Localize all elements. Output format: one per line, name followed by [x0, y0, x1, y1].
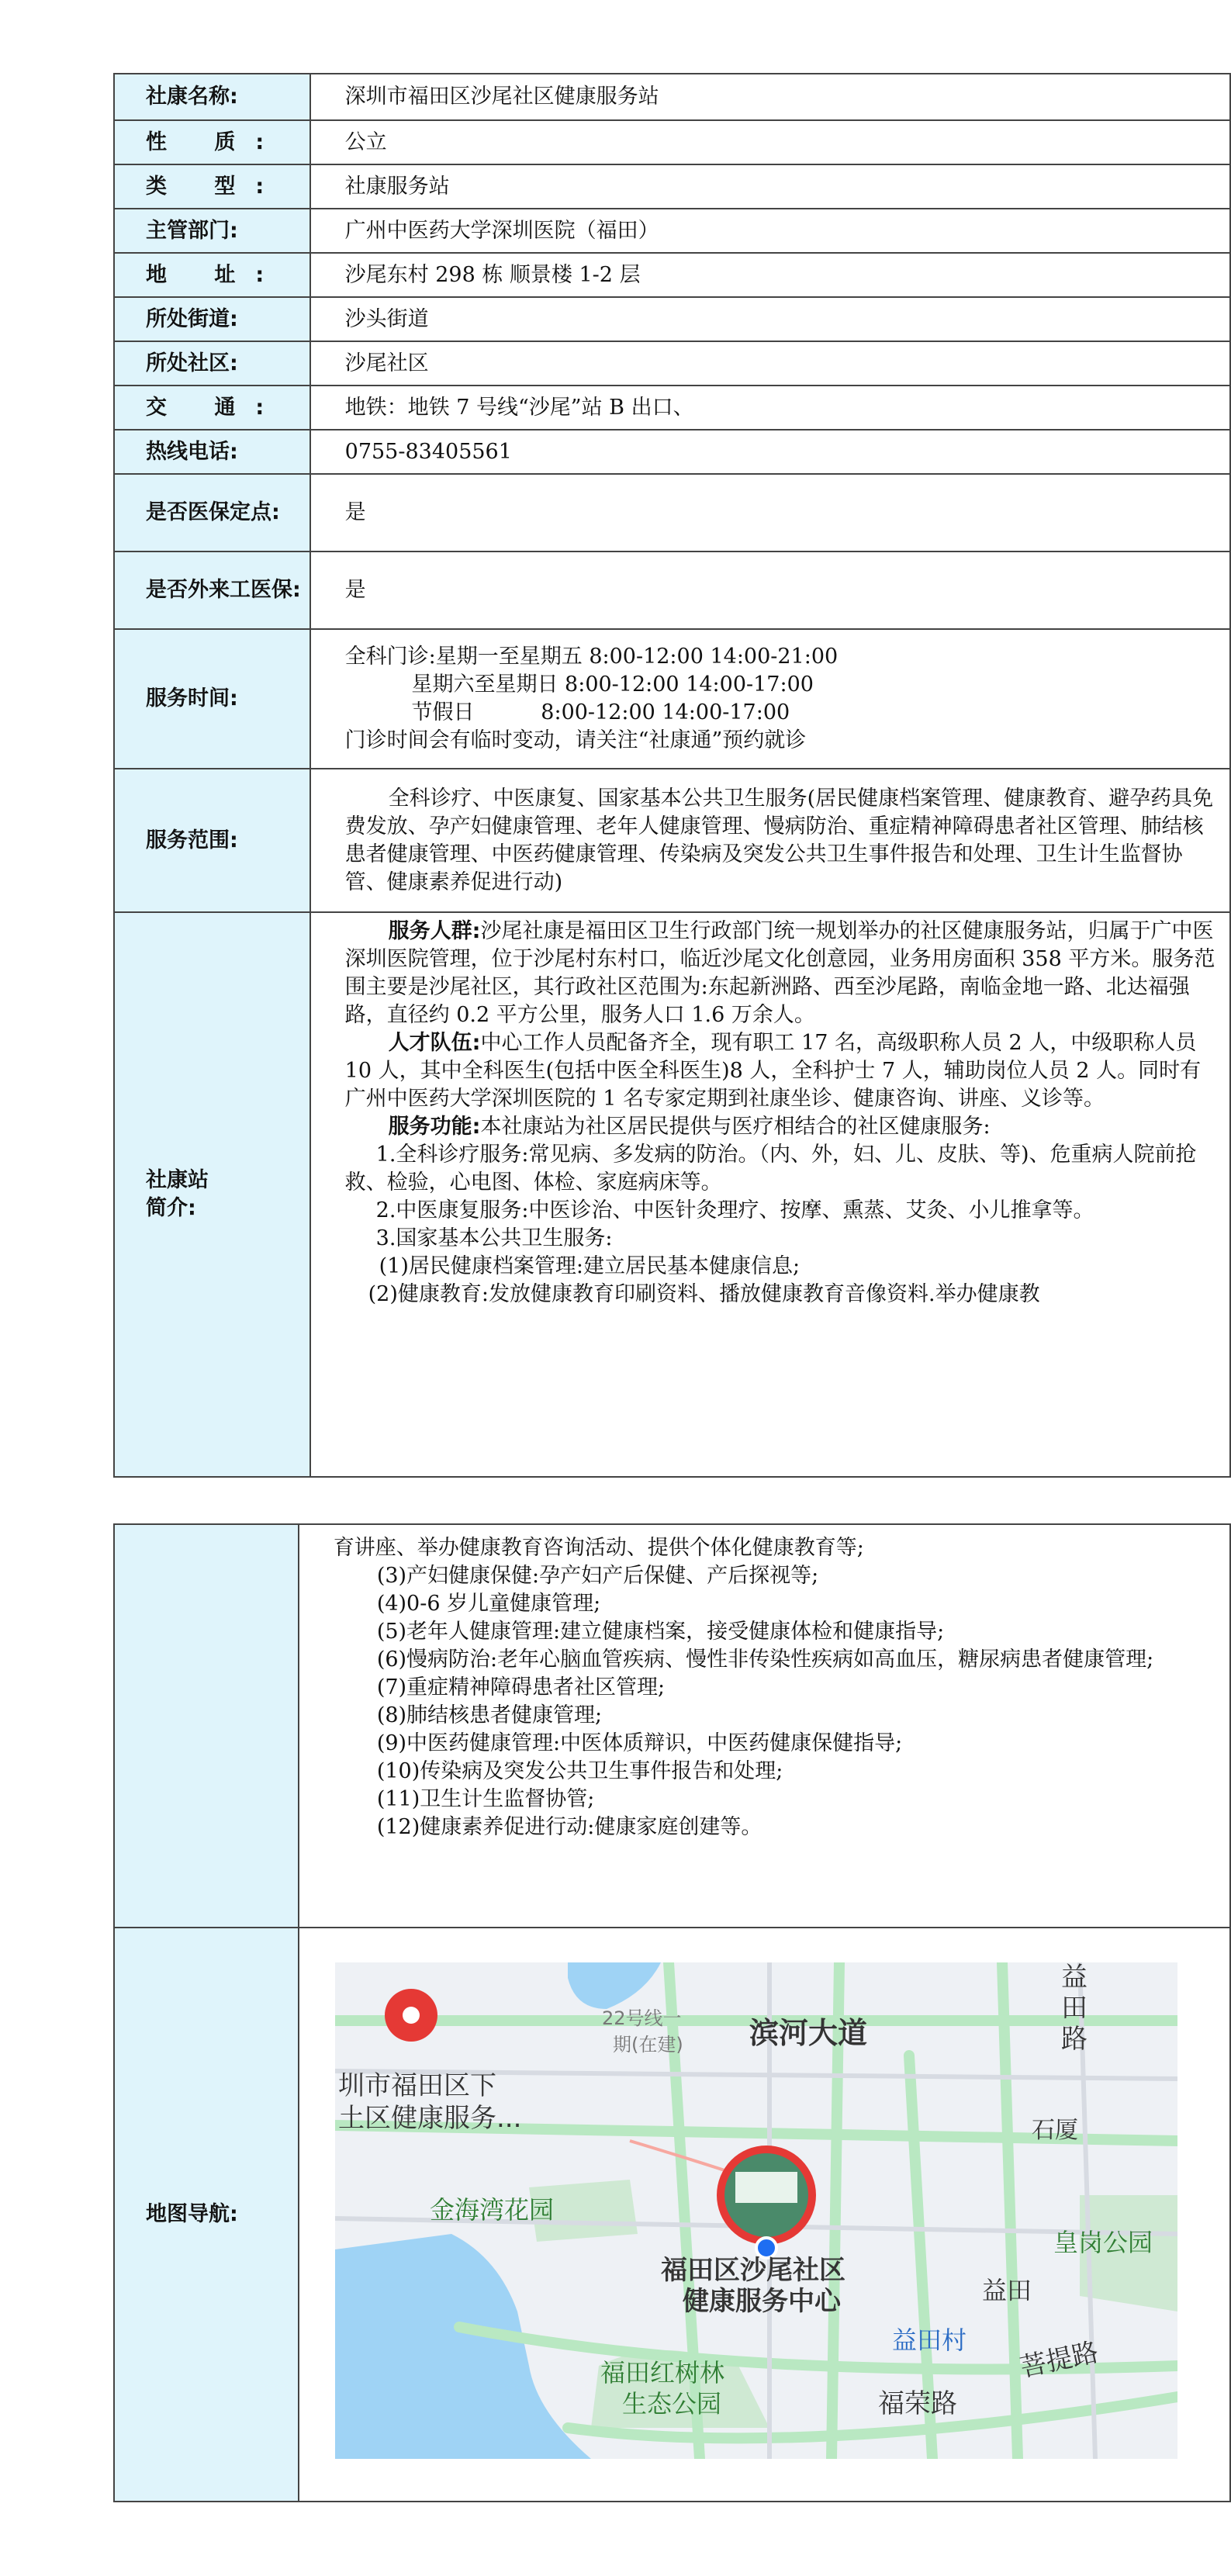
- map-label-yitian-road-1: 益: [1060, 1962, 1087, 1993]
- service-time-line: 门诊时间会有临时变动，请关注“社康通”预约就诊: [344, 728, 807, 752]
- map-label-yitiancun: 益田村: [891, 2325, 966, 2355]
- label-migrant-insurance: 是否外来工医保:: [114, 552, 310, 629]
- function-item: (7)重症精神障碍患者社区管理;: [376, 1675, 666, 1699]
- intro-text-population: 沙尾社康是福田区卫生行政部门统一规划举办的社区健康服务站，归属于广中医深圳医院管理，位于沙尾村东村口，临近沙尾文化创意园，业务用房面积 358 平方米。服务范围主要是沙尾社区，其行政社区范围为:东起新洲路、西至沙尾路，南临金地一路、北达福强路，直径约 0.2 平方公里，服务人口 1.6 万余人。: [344, 919, 1215, 1027]
- row-community: [114, 341, 1230, 386]
- function-item: (1)居民健康档案管理:建立居民基本健康信息;: [379, 1254, 800, 1278]
- value-community: 沙尾社区: [310, 341, 1230, 386]
- row-migrant-insurance: [114, 552, 1230, 629]
- intro-heading-population: 服务人群:: [388, 919, 481, 943]
- value-intro: [310, 912, 1230, 1477]
- function-item: (5)老年人健康管理:建立健康档案，接受健康体检和健康指导;: [376, 1620, 945, 1644]
- map-canvas[interactable]: [335, 1962, 1177, 2459]
- label-transport: 交 通:: [146, 395, 285, 420]
- row-map: [114, 1928, 1230, 2502]
- label-map: 地图导航:: [114, 1928, 299, 2502]
- row-intro-continued: [114, 1524, 1230, 1928]
- label-street: 所处街道:: [114, 297, 310, 341]
- label-service-time: 服务时间:: [114, 629, 310, 769]
- intro-paragraph-functions: [345, 1113, 1219, 1141]
- value-service-time: [310, 629, 1230, 769]
- function-item: (4)0-6 岁儿童健康管理;: [376, 1592, 601, 1616]
- function-item: 3.国家基本公共卫生服务:: [375, 1226, 613, 1250]
- row-address: [114, 253, 1230, 297]
- row-department: [114, 209, 1230, 253]
- map-label-yitian-station: 益田: [981, 2276, 1032, 2305]
- function-item: 1.全科诊疗服务:常见病、多发病的防治。（内、外，妇、儿、皮肤、等)、危重病人院前抢救、检验，心电图、体检、家庭病床等。: [344, 1143, 1197, 1195]
- function-item: (11)卫生计生监督协管;: [376, 1787, 595, 1811]
- value-migrant-insurance: 是: [310, 552, 1230, 629]
- label-intro-continued: [114, 1524, 299, 1928]
- function-item: (10)传染病及突发公共卫生事件报告和处理;: [376, 1759, 783, 1783]
- map-label-jinhaiwan: 金海湾花园: [429, 2195, 554, 2225]
- map-label-huanggang: 皇岗公园: [1053, 2228, 1153, 2257]
- row-intro: [114, 912, 1230, 1477]
- label-intro-line-1: 社康站: [146, 1168, 209, 1192]
- function-item: (3)产妇健康保健:孕产妇产后保健、产后探视等;: [376, 1564, 819, 1588]
- function-item: (2)健康教育:发放健康教育印刷资料、播放健康教育音像资料.举办健康教: [368, 1282, 1040, 1306]
- service-time-line: 星期六至星期日 8:00-12:00 14:00-17:00: [344, 673, 814, 697]
- function-item: (6)慢病防治:老年心脑血管疾病、慢性非传染性疾病如高血压，糖尿病患者健康管理;: [376, 1648, 1154, 1672]
- label-medical-insurance: 是否医保定点:: [114, 474, 310, 552]
- intro-paragraph-staff: [345, 1029, 1219, 1113]
- map-label-yitian-road-3: 路: [1060, 2024, 1087, 2055]
- row-transport: [114, 386, 1230, 430]
- row-name: [114, 74, 1230, 120]
- map-label-mangrove-1: 福田红树林: [600, 2358, 724, 2388]
- map-label-binhe: 滨河大道: [749, 2016, 867, 2050]
- function-item: 育讲座、举办健康教育咨询活动、提供个体化健康教育等;: [333, 1536, 864, 1560]
- map-label-yitian-road-2: 田: [1060, 1993, 1087, 2024]
- map-label-shixia: 石厦: [1031, 2117, 1078, 2144]
- value-street: 沙头街道: [310, 297, 1230, 341]
- intro-heading-functions: 服务功能:: [388, 1115, 481, 1139]
- row-medical-insurance: [114, 474, 1230, 552]
- map-label-pin-name-1: 圳市福田区下: [337, 2070, 496, 2101]
- label-intro-line-2: 简介:: [146, 1196, 196, 1220]
- service-scope-text: 全科诊疗、中医康复、国家基本公共卫生服务(居民健康档案管理、健康教育、避孕药具免费发放、孕产妇健康管理、老年人健康管理、慢病防治、重症精神障碍患者社区管理、肺结核患者健康管理、中医药健康管理、传染病及突发公共卫生事件报告和处理、卫生计生监督协管、健康素养促进行动): [344, 786, 1214, 894]
- function-item: (9)中医药健康管理:中医体质辩识，中医药健康保健指导;: [376, 1731, 903, 1755]
- map-label-line22-1: 22号线一: [601, 2007, 682, 2029]
- intro-text-staff: 中心工作人员配备齐全，现有职工 17 名，高级职称人员 2 人，中级职称人员 10 人，其中全科医生(包括中医全科医生)8 人，全科护士 7 人，辅助岗位人员 2 人。同时有广州中医药大学深圳医院的 1 名专家定期到社康坐诊、健康咨询、讲座、义诊等。: [344, 1031, 1202, 1111]
- map-label-target-2: 健康服务中心: [682, 2286, 841, 2317]
- row-hotline: [114, 430, 1230, 474]
- intro-heading-staff: 人才队伍:: [388, 1031, 481, 1055]
- value-nature: 公立: [310, 120, 1230, 164]
- label-name: 社康名称:: [114, 74, 310, 120]
- row-service-time: [114, 629, 1230, 769]
- row-type: [114, 164, 1230, 209]
- value-medical-insurance: 是: [310, 474, 1230, 552]
- map-label-target-1: 福田区沙尾社区: [660, 2255, 845, 2286]
- service-time-line: 节假日 8:00-12:00 14:00-17:00: [344, 700, 790, 724]
- map-label-pin-name-2: 土区健康服务...: [337, 2103, 522, 2134]
- label-nature: 性 质:: [146, 130, 285, 154]
- value-address: 沙尾东村 298 栋 顺景楼 1-2 层: [310, 253, 1230, 297]
- label-address: 地 址:: [146, 262, 285, 287]
- function-item: (12)健康素养促进行动:健康家庭创建等。: [376, 1815, 762, 1839]
- value-hotline: 0755-83405561: [310, 430, 1230, 474]
- value-name: 深圳市福田区沙尾社区健康服务站: [310, 74, 1230, 120]
- function-item: 2.中医康复服务:中医诊治、中医针灸理疗、按摩、熏蒸、艾灸、小儿推拿等。: [375, 1198, 1094, 1222]
- label-intro: [114, 912, 310, 1477]
- map-navigation[interactable]: [335, 1962, 1177, 2459]
- label-type: 类 型:: [146, 174, 285, 199]
- map-label-mangrove-2: 生态公园: [621, 2389, 721, 2419]
- row-nature: [114, 120, 1230, 164]
- map-label-puti: 菩提路: [1017, 2336, 1101, 2384]
- value-department: 广州中医药大学深圳医院（福田）: [310, 209, 1230, 253]
- value-transport: 地铁：地铁 7 号线“沙尾”站 B 出口、: [310, 386, 1230, 430]
- service-time-line: 全科门诊:星期一至星期五 8:00-12:00 14:00-21:00: [344, 645, 839, 669]
- label-department: 主管部门:: [114, 209, 310, 253]
- label-community: 所处社区:: [114, 341, 310, 386]
- label-service-scope: 服务范围:: [114, 769, 310, 912]
- value-type: 社康服务站: [310, 164, 1230, 209]
- map-pin-location[interactable]: [385, 1989, 437, 2042]
- info-table-page-1: [113, 73, 1231, 1478]
- map-label-line22-2: 期(在建): [612, 2034, 683, 2056]
- label-hotline: 热线电话:: [114, 430, 310, 474]
- map-label-furong: 福荣路: [877, 2388, 957, 2419]
- row-street: [114, 297, 1230, 341]
- intro-paragraph-population: [345, 918, 1219, 1029]
- intro-text-functions: 本社康站为社区居民提供与医疗相结合的社区健康服务:: [480, 1115, 991, 1139]
- info-table-page-2: [113, 1523, 1231, 2502]
- function-item: (8)肺结核患者健康管理;: [376, 1703, 603, 1727]
- value-intro-continued: [299, 1524, 1230, 1928]
- row-service-scope: [114, 769, 1230, 912]
